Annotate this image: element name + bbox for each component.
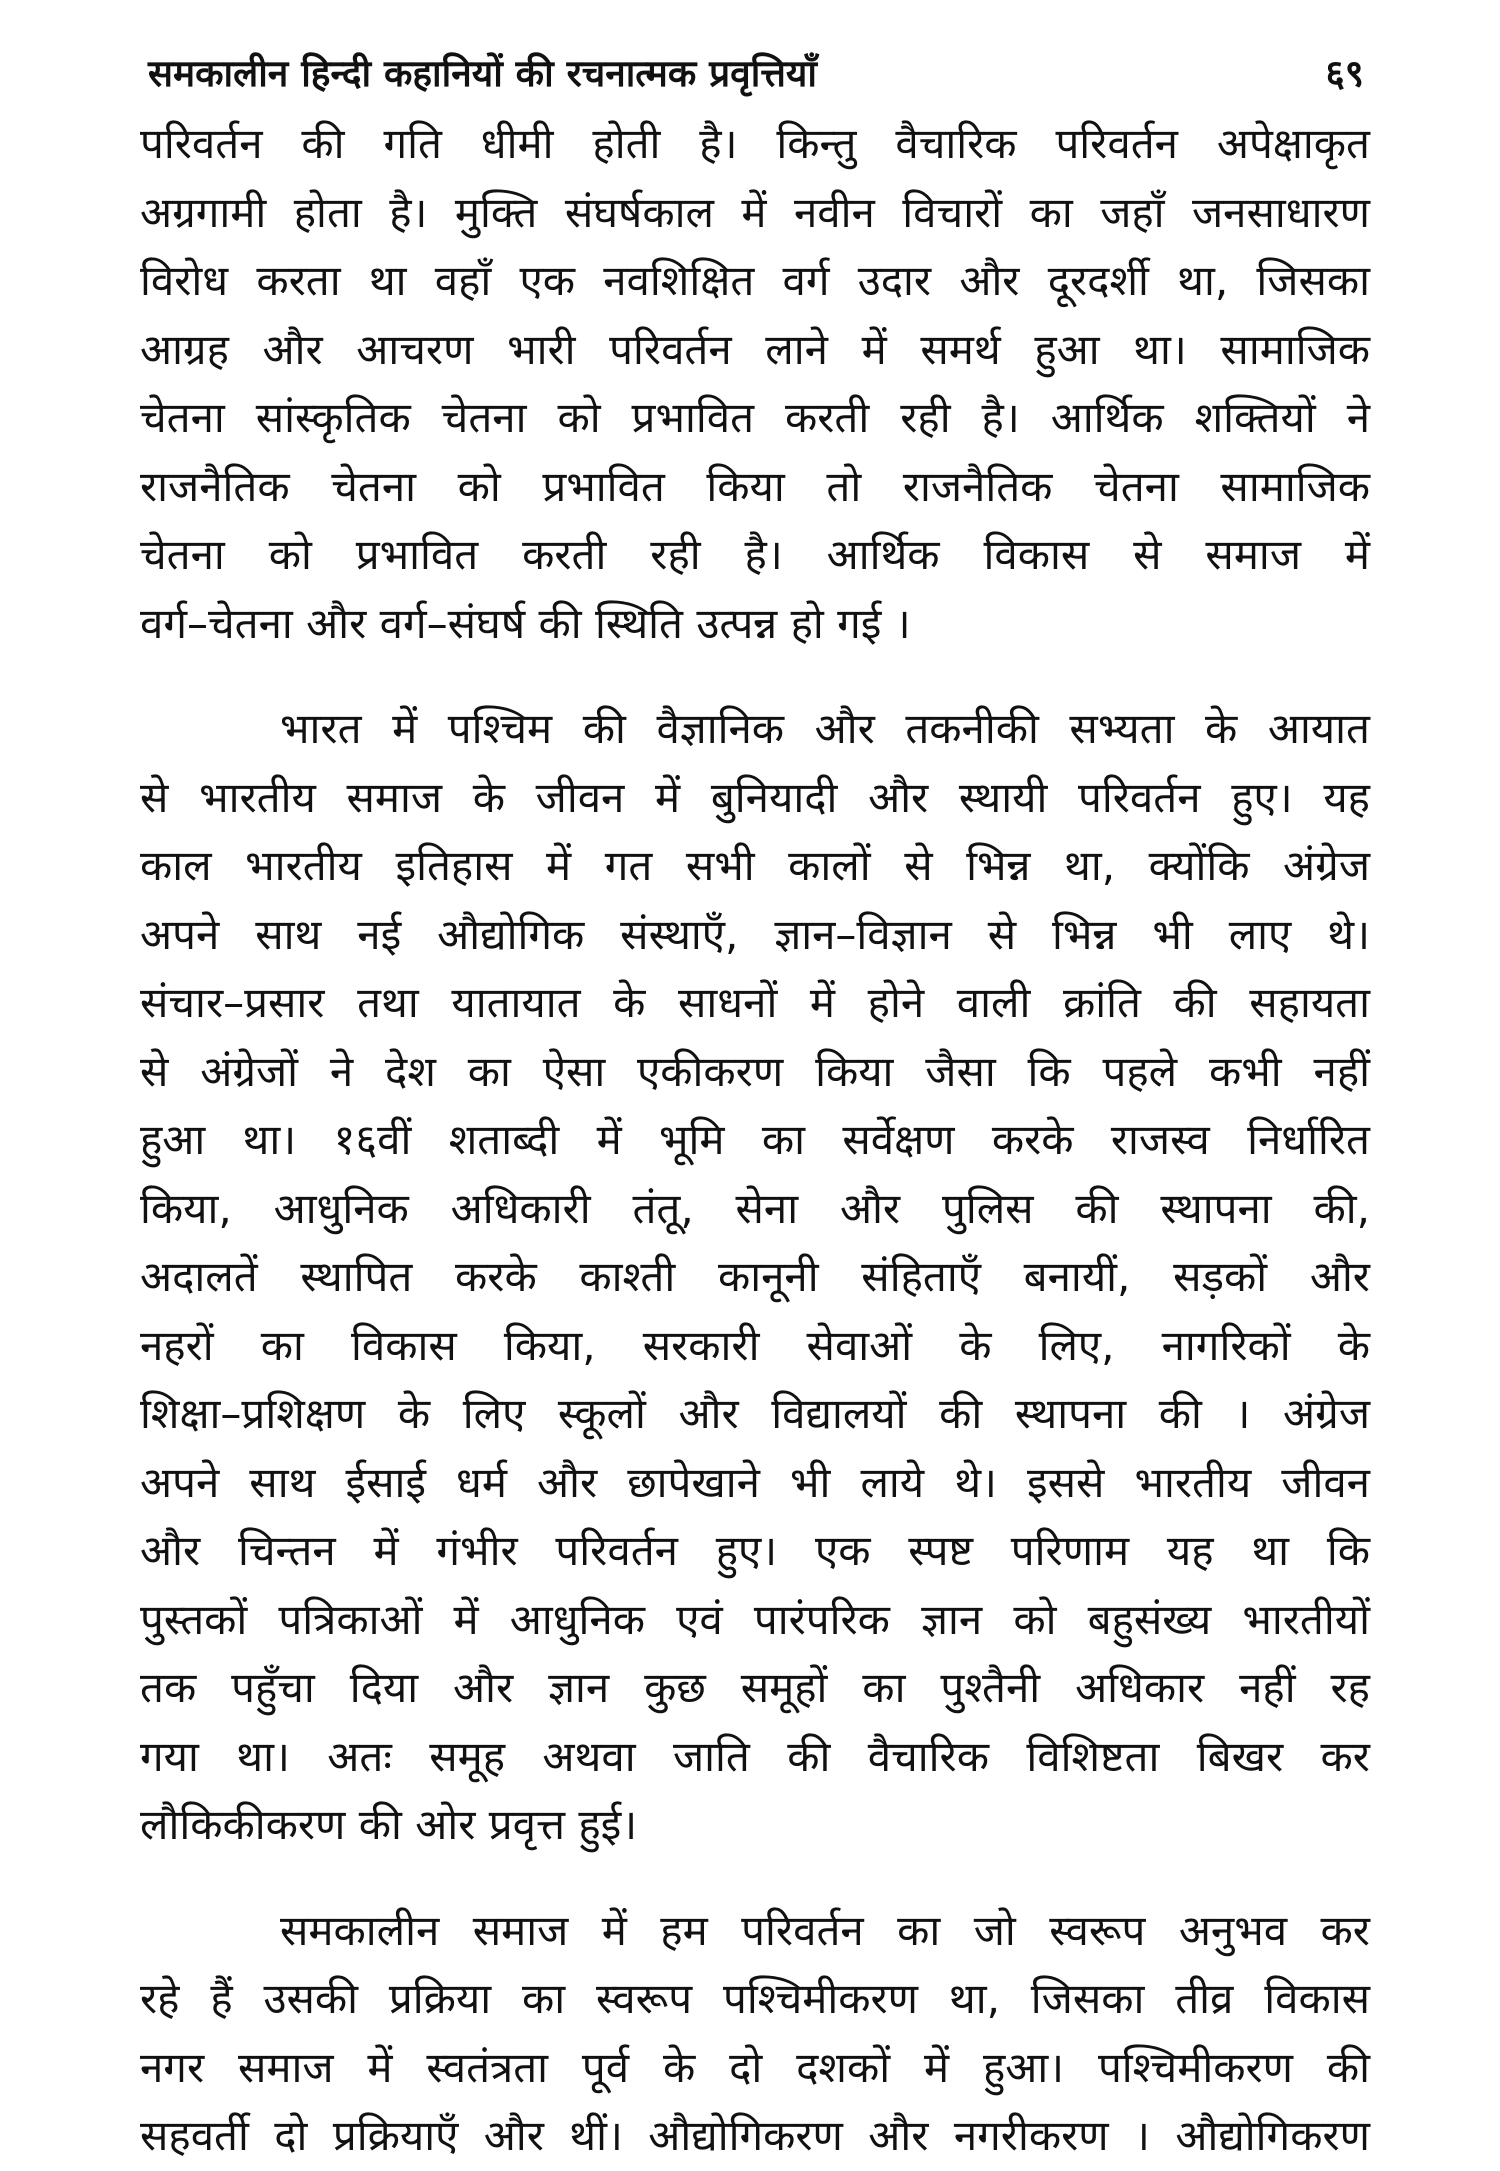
text-line: हुआ था। १६वीं शताब्दी में भूमि का सर्वेक्षण करके राजस्व निर्धारित bbox=[140, 1115, 1370, 1164]
text-line: परिवर्तन की गति धीमी होती है। किन्तु वैचारिक परिवर्तन अपेक्षाकृत bbox=[140, 119, 1370, 168]
text-line: गया था। अतः समूह अथवा जाति की वैचारिक विशिष्टता बिखर कर bbox=[140, 1731, 1370, 1781]
text-line: काल भारतीय इतिहास में गत सभी कालों से भिन्न था, क्योंकि अंग्रेज bbox=[140, 841, 1370, 890]
text-line: समकालीन समाज में हम परिवर्तन का जो स्वरूप अनुभव कर bbox=[280, 1905, 1370, 1955]
text-line: आग्रह और आचरण भारी परिवर्तन लाने में समर्थ हुआ था। सामाजिक bbox=[140, 324, 1370, 374]
text-line: और चिन्तन में गंभीर परिवर्तन हुए। एक स्पष्ट परिणाम यह था कि bbox=[140, 1526, 1370, 1575]
paragraph-spacer bbox=[140, 658, 1370, 695]
running-head-title: समकालीन हिन्दी कहानियों की रचनात्मक प्रवृत्तियाँ bbox=[148, 52, 817, 95]
text-line: किया, आधुनिक अधिकारी तंतू, सेना और पुलिस की स्थापना की, bbox=[140, 1183, 1370, 1233]
text-line: राजनैतिक चेतना को प्रभावित किया तो राजनैतिक चेतना सामाजिक bbox=[140, 461, 1370, 511]
text-line: अपने साथ ईसाई धर्म और छापेखाने भी लाये थे। इससे भारतीय जीवन bbox=[140, 1457, 1370, 1507]
text-line: अग्रगामी होता है। मुक्ति संघर्षकाल में नवीन विचारों का जहाँ जनसाधारण bbox=[140, 187, 1370, 237]
text-line: अपने साथ नई औद्योगिक संस्थाएँ, ज्ञान–विज्ञान से भिन्न भी लाए थे। bbox=[140, 909, 1370, 959]
text-line: चेतना को प्रभावित करती रही है। आर्थिक विकास से समाज में bbox=[140, 530, 1370, 579]
page-header bbox=[140, 40, 1370, 110]
text-line: से भारतीय समाज के जीवन में बुनियादी और स्थायी परिवर्तन हुए। यह bbox=[140, 772, 1370, 822]
text-line: तक पहुँचा दिया और ज्ञान कुछ समूहों का पुश्तैनी अधिकार नहीं रह bbox=[140, 1663, 1370, 1712]
paragraph-1 bbox=[140, 110, 1370, 658]
text-line: लौकिकीकरण की ओर प्रवृत्त हुई। bbox=[140, 1800, 638, 1849]
text-line: से अंग्रेजों ने देश का ऐसा एकीकरण किया जैसा कि पहले कभी नहीं bbox=[140, 1046, 1370, 1096]
text-line: सहवर्ती दो प्रक्रियाएँ और थीं। औद्योगिकरण और नगरीकरण । औद्योगिकरण bbox=[140, 2111, 1370, 2160]
text-line: पुस्तकों पत्रिकाओं में आधुनिक एवं पारंपरिक ज्ञान को बहुसंख्य भारतीयों bbox=[140, 1594, 1370, 1644]
paragraph-3 bbox=[140, 1897, 1370, 2171]
text-line: विरोध करता था वहाँ एक नवशिक्षित वर्ग उदार और दूरदर्शी था, जिसका bbox=[140, 256, 1370, 305]
text-line: भारत में पश्चिम की वैज्ञानिक और तकनीकी सभ्यता के आयात bbox=[280, 704, 1370, 753]
text-line: अदालतें स्थापित करके काश्ती कानूनी संहिताएँ बनायीं, सड़कों और bbox=[140, 1252, 1370, 1301]
book-page bbox=[140, 40, 1370, 2160]
text-line: चेतना सांस्कृतिक चेतना को प्रभावित करती रही है। आर्थिक शक्तियों ने bbox=[140, 393, 1370, 442]
text-line: नहरों का विकास किया, सरकारी सेवाओं के लिए, नागरिकों के bbox=[140, 1320, 1370, 1370]
paragraph-spacer bbox=[140, 1860, 1370, 1897]
page-number: ६९ bbox=[1325, 52, 1364, 95]
text-line: शिक्षा–प्रशिक्षण के लिए स्कूलों और विद्यालयों की स्थापना की । अंग्रेज bbox=[140, 1389, 1370, 1438]
text-line: नगर समाज में स्वतंत्रता पूर्व के दो दशकों में हुआ। पश्चिमीकरण की bbox=[140, 2042, 1370, 2092]
text-line: रहे हैं उसकी प्रक्रिया का स्वरूप पश्चिमीकरण था, जिसका तीव्र विकास bbox=[140, 1974, 1370, 2023]
text-line: वर्ग–चेतना और वर्ग–संघर्ष की स्थिति उत्पन्न हो गई । bbox=[140, 598, 911, 648]
text-line: संचार–प्रसार तथा यातायात के साधनों में होने वाली क्रांति की सहायता bbox=[140, 978, 1370, 1027]
paragraph-2 bbox=[140, 695, 1370, 1860]
